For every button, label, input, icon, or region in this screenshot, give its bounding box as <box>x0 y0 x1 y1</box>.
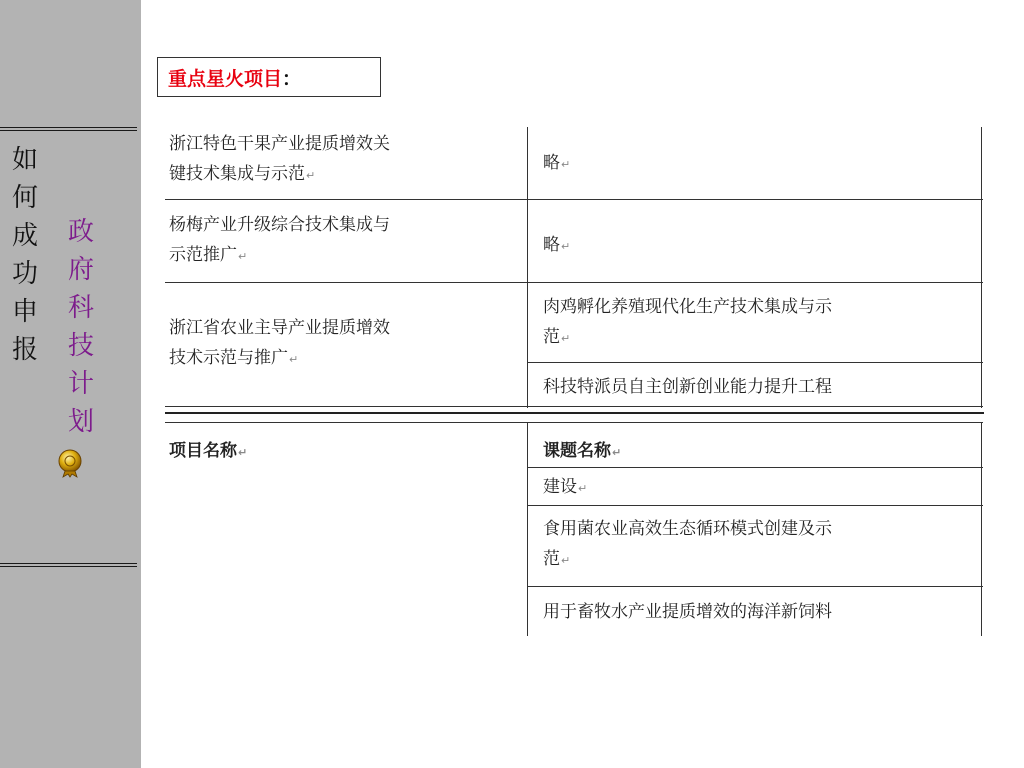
cell-text: 略 <box>543 153 560 173</box>
row-divider <box>165 422 983 423</box>
column-divider <box>527 422 528 636</box>
return-mark: ↵ <box>238 446 248 459</box>
cell-text: 用于畜牧水产业提质增效的海洋新饲料 <box>543 602 832 622</box>
table-row-topic <box>543 472 587 504</box>
table-separator <box>165 412 984 414</box>
sidebar <box>0 0 141 768</box>
cell-text: 课题名称 <box>543 441 611 461</box>
return-mark: ↵ <box>578 482 588 495</box>
return-mark: ↵ <box>289 353 299 366</box>
sidebar-divider-bottom <box>0 563 137 567</box>
sidebar-subtitle <box>66 213 96 441</box>
gold-badge-icon <box>56 448 84 478</box>
sidebar-subtitle-char: 科 <box>67 293 94 323</box>
sidebar-title-char: 如 <box>11 145 38 175</box>
cell-text: 浙江特色干果产业提质增效关 <box>169 134 390 154</box>
table-row-topic <box>543 372 832 402</box>
table-row-topic <box>543 148 570 180</box>
return-mark: ↵ <box>306 169 316 182</box>
cell-text: 示范推广 <box>169 245 237 265</box>
row-divider <box>165 282 983 283</box>
cell-text: 范 <box>543 549 560 569</box>
table-row-project <box>169 210 390 272</box>
cell-text: 建设 <box>543 477 577 497</box>
cell-text: 浙江省农业主导产业提质增效 <box>169 318 390 338</box>
return-mark: ↵ <box>561 158 571 171</box>
sidebar-title-char: 申 <box>11 297 38 327</box>
cell-text: 肉鸡孵化养殖现代化生产技术集成与示 <box>543 297 832 317</box>
table-row-topic <box>543 514 832 576</box>
row-divider <box>527 505 983 506</box>
return-mark: ↵ <box>561 554 571 567</box>
cell-text: 食用菌农业高效生态循环模式创建及示 <box>543 519 832 539</box>
sidebar-subtitle-char: 府 <box>67 255 94 285</box>
sidebar-subtitle-char: 划 <box>67 407 94 437</box>
heading-colon: ： <box>282 67 302 90</box>
project-table-bottom <box>165 422 984 636</box>
column-divider <box>527 127 528 408</box>
sidebar-title-char: 功 <box>11 259 38 289</box>
table-row-project <box>169 313 390 375</box>
cell-text: 略 <box>543 235 560 255</box>
cell-text: 科技特派员自主创新创业能力提升工程 <box>543 377 832 397</box>
sidebar-title-char: 报 <box>11 335 38 365</box>
table-right-border <box>981 127 982 408</box>
sidebar-title <box>10 141 40 369</box>
table-row-project <box>169 129 390 191</box>
return-mark: ↵ <box>612 446 622 459</box>
row-divider <box>165 406 983 407</box>
sidebar-title-char: 何 <box>11 183 38 213</box>
cell-text: 项目名称 <box>169 441 237 461</box>
cell-text: 技术示范与推广 <box>169 348 288 368</box>
row-divider <box>527 586 983 587</box>
table-row-topic <box>543 292 832 354</box>
sidebar-subtitle-char: 计 <box>67 369 94 399</box>
cell-text: 范 <box>543 327 560 347</box>
return-mark: ↵ <box>561 332 571 345</box>
table-row-topic <box>543 597 832 627</box>
sidebar-divider-top <box>0 127 137 131</box>
return-mark: ↵ <box>238 250 248 263</box>
row-divider <box>165 199 983 200</box>
cell-text: 键技术集成与示范 <box>169 164 305 184</box>
header-topic-name <box>543 436 621 468</box>
table-row-topic <box>543 230 570 262</box>
header-project-name <box>169 436 247 468</box>
return-mark: ↵ <box>561 240 571 253</box>
row-divider <box>527 362 983 363</box>
section-heading <box>157 57 381 97</box>
heading-label: 重点星火项目 <box>168 67 283 90</box>
table-right-border <box>981 422 982 636</box>
sidebar-subtitle-char: 技 <box>67 331 94 361</box>
sidebar-title-char: 成 <box>11 221 38 251</box>
project-table-top <box>165 127 984 408</box>
sidebar-subtitle-char: 政 <box>67 217 94 247</box>
cell-text: 杨梅产业升级综合技术集成与 <box>169 215 390 235</box>
